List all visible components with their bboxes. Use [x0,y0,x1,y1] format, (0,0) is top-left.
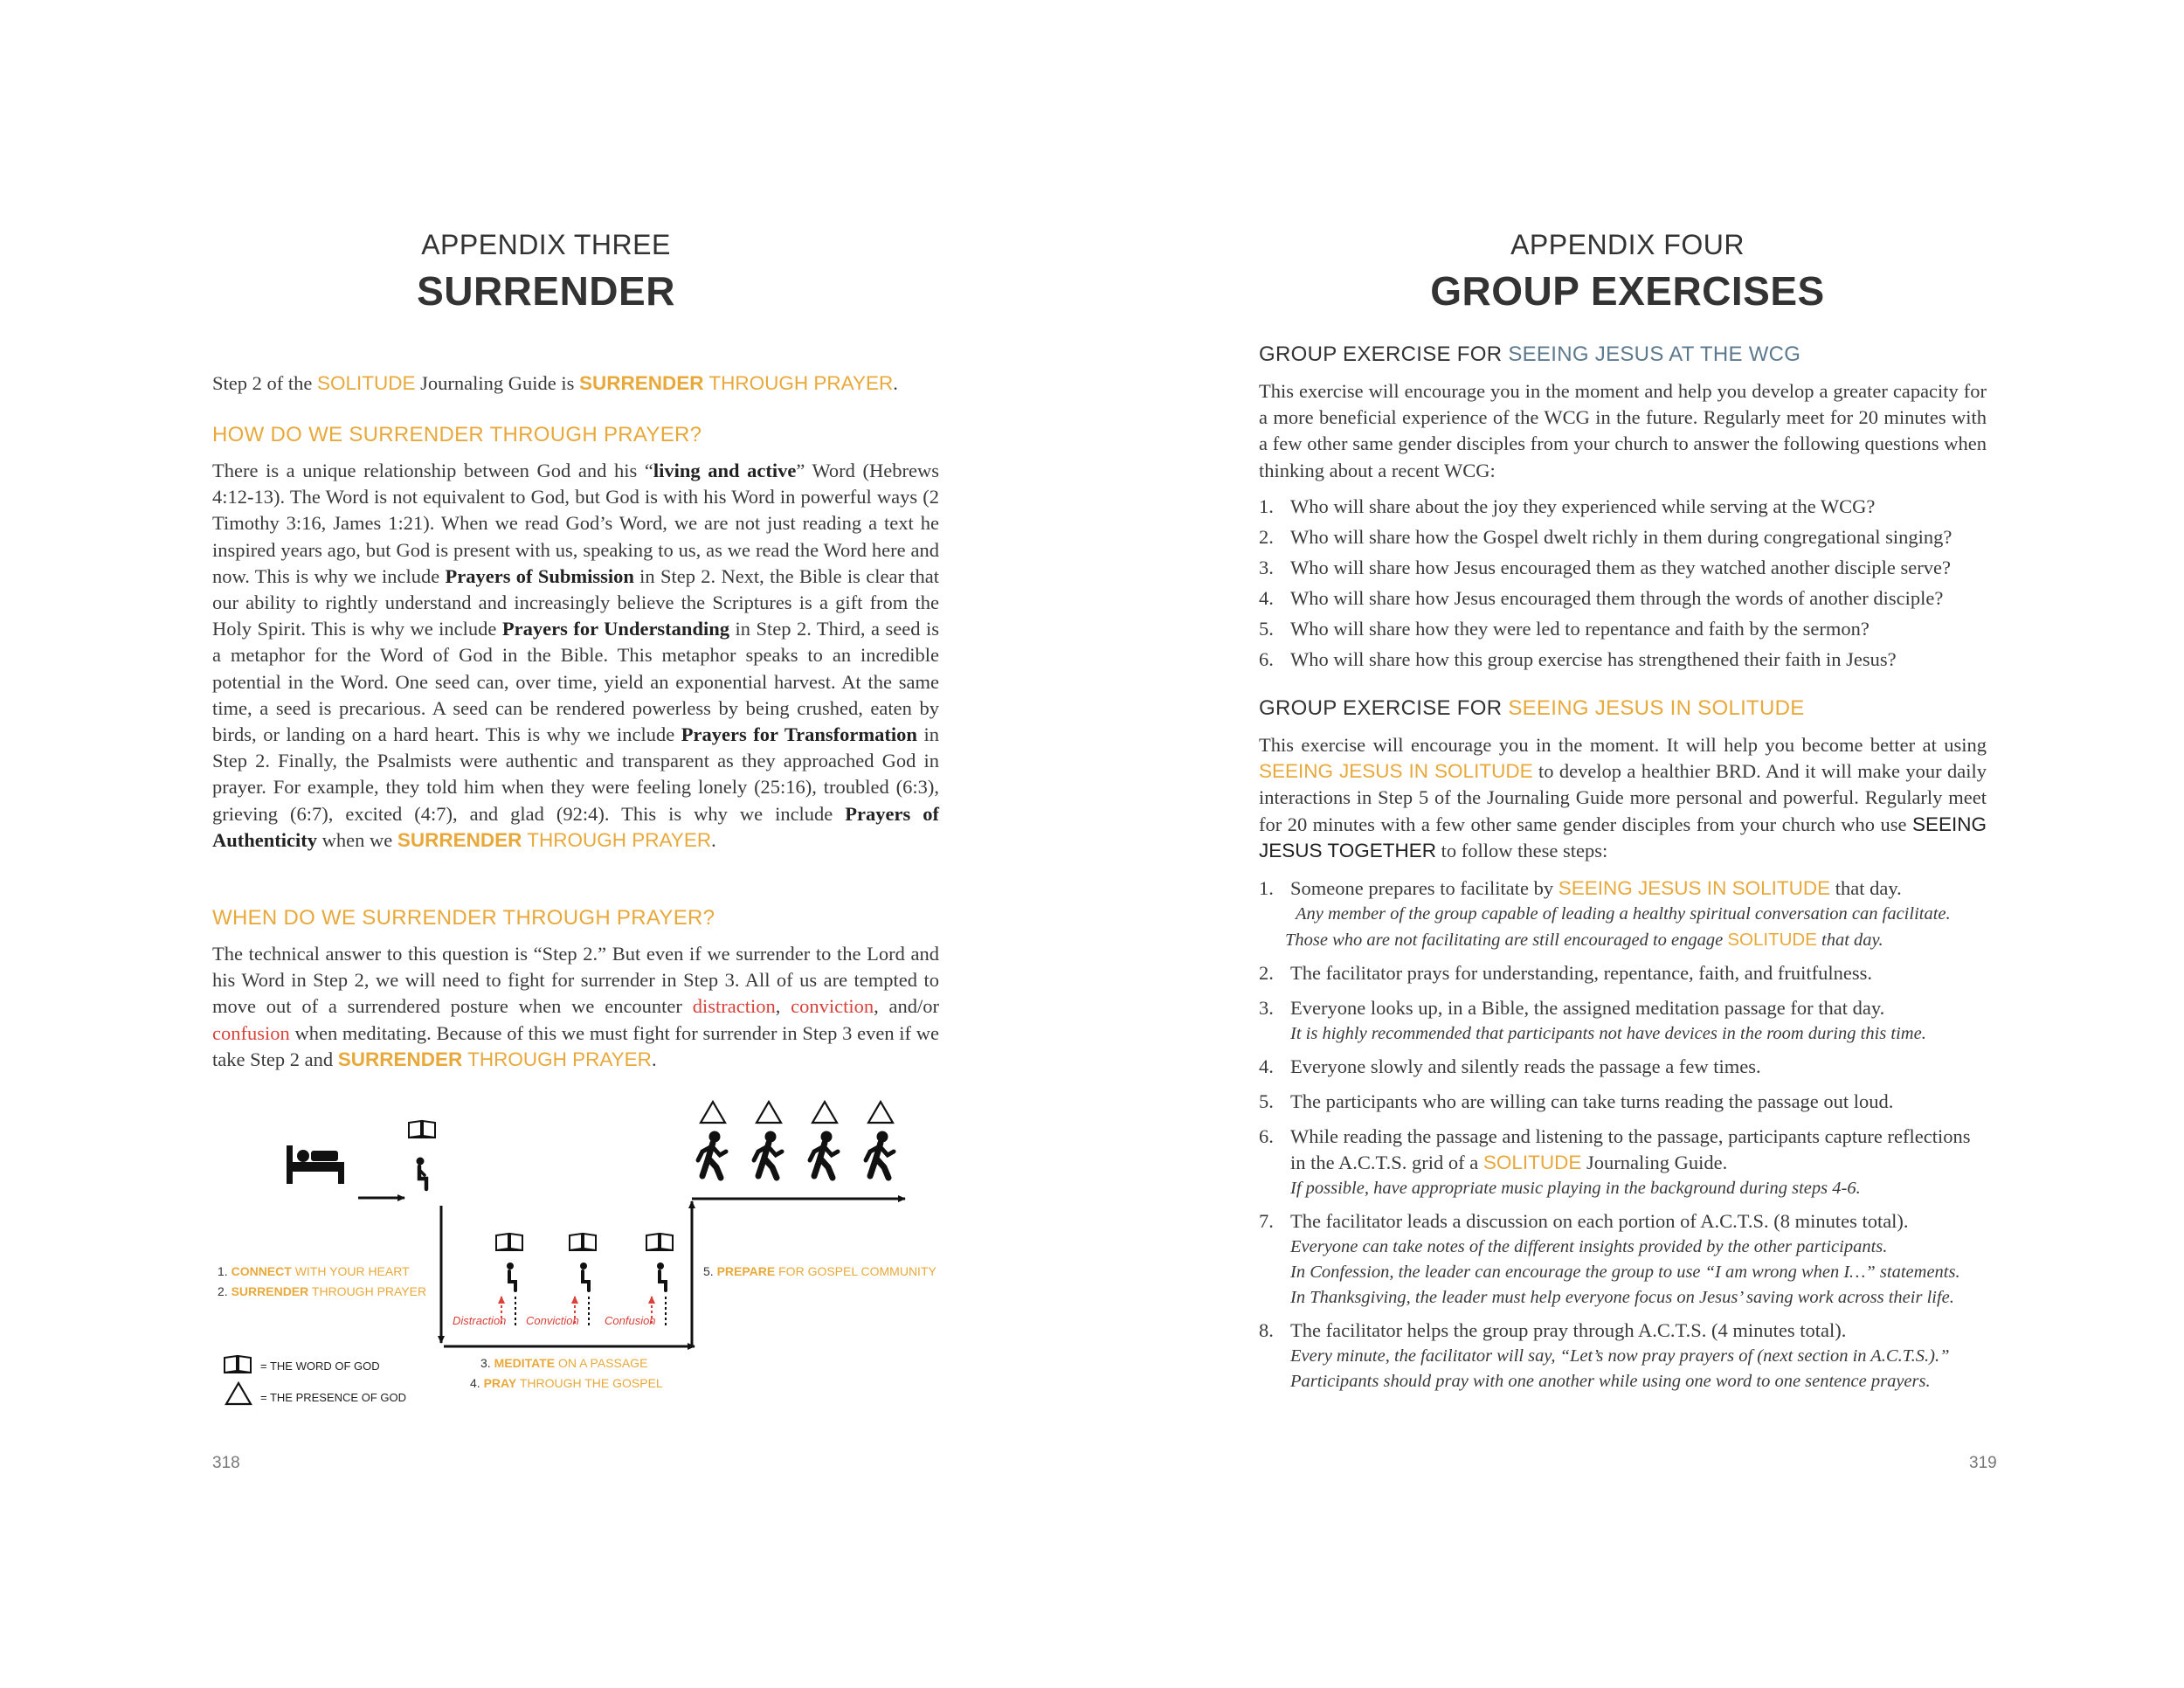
step-note: If possible, have appropriate music playing in the background during steps 4-6. [1290,1179,1861,1198]
diagram-conviction: Conviction [526,1314,579,1327]
walking-person-icon [754,1131,782,1179]
page-number: 318 [212,1454,240,1472]
appendix-label: APPENDIX THREE [421,229,671,260]
step-note: Every minute, the facilitator will say, “Let’s now pray prayers of (next section in A.C.T.S.).” [1290,1346,1950,1366]
walking-person-icon [698,1131,726,1179]
appendix-label: APPENDIX FOUR [1510,229,1745,260]
wcg-intro: This exercise will encourage you in the moment and help you develop a greater capacity for a more beneficial experience of the WCG in the future. Regularly meet for 20 minutes with a few other same gender disciples from your church to answer the following questions when thinking about a recent WCG: [1259,380,1987,481]
page-title: SURRENDER [417,268,675,314]
presence-triangle-icon [701,1102,725,1123]
section-heading-wcg: GROUP EXERCISE FOR SEEING JESUS AT THE WCG [1259,342,1801,366]
diagram-step-2: 2. SURRENDER THROUGH PRAYER [218,1284,427,1298]
diagram-distraction: Distraction [453,1314,507,1327]
page-number: 319 [1969,1454,1997,1472]
solitude-step-list [1259,875,1987,1394]
paragraph-how: There is a unique relationship between God and his “living and active” Word (Hebrews 4:12-13). The Word is not equivalent to God, but God is with his Word in powerful ways (2 Timothy 3:16, James 1:21). When we read God’s Word, we are not just reading a text he inspired years ago, but God is present with us, speaking to us, as we read the Word here and now. This is why we include Prayers of Submission in Step 2. Next, the Bible is clear that our ability to rightly understand and increasingly believe the Scriptures is a gift from the Holy Spirit. This is why we include Prayers for Understanding in Step 2. Third, a seed is a metaphor for the Word of God in the Bible. This metaphor speaks to an incredible potential in the Word. One seed can, over time, yield an exponential harvest. At the same time, a seed is precarious. A seed can be rendered powerless by being crushed, eaten by birds, or landing on a hard heart. This is why we include Prayers for Transformation in Step 2. Finally, the Psalmists were authentic and transparent as they approached God in prayer. For example, they told him when they were feeling lonely (25:16), troubled (6:3), grieving (6:7), excited (4:7), and glad (92:4). This is why we include Prayers of Authenticity when we SURRENDER THROUGH PRAYER. [212,460,939,851]
list-item: 2. The facilitator prays for understanding, repentance, faith, and fruitfulness. [1259,962,1873,984]
diagram-step-1: 1. CONNECT WITH YOUR HEART [218,1264,410,1278]
list-item: 1. Who will share about the joy they experienced while serving at the WCG? [1259,495,1876,517]
list-item: 4. Everyone slowly and silently reads the passage a few times. [1259,1055,1761,1077]
presence-triangle-icon [226,1383,251,1404]
kneeling-person-icon [580,1263,589,1290]
kneeling-person-icon [657,1263,666,1290]
presence-triangle-icon [868,1102,893,1123]
book-icon [409,1121,435,1138]
list-item: 5. The participants who are willing can take turns reading the passage out loud. [1259,1090,1894,1112]
solitude-intro: This exercise will encourage you in the moment. It will help you become better at using SEEING JESUS IN SOLITUDE to develop a healthier BRD. And it will make your daily interactions in Step 5 of the Journaling Guide more personal and powerful. Regularly meet for 20 minutes with a few other same gender disciples from your church who use SEEING JESUS TOGETHER to follow these steps: [1259,734,1987,861]
list-item: 3. Who will share how Jesus encouraged them as they watched another disciple serve? [1259,557,1951,578]
walking-person-icon [810,1131,838,1179]
section-heading-when: WHEN DO WE SURRENDER THROUGH PRAYER? [212,906,715,930]
step-note: Any member of the group capable of leading a healthy spiritual conversation can facilitate. [1296,904,1951,924]
book-icon [496,1234,522,1250]
list-item: 4. Who will share how Jesus encouraged them through the words of another disciple? [1259,587,1944,609]
section-heading-how: HOW DO WE SURRENDER THROUGH PRAYER? [212,423,702,446]
diagram-step-4: 4. PRAY THROUGH THE GOSPEL [470,1376,663,1390]
presence-triangle-icon [757,1102,781,1123]
list-item: 5. Who will share how they were led to repentance and faith by the sermon? [1259,618,1870,640]
presence-triangle-icon [812,1102,837,1123]
list-item: 8. The facilitator helps the group pray through A.C.T.S. (4 minutes total). Every minute, the facilitator will say, “Let’s now pray prayers of (next section in A.C.T.S.).” Participants should pray with one another while using one word to one sentence prayers. [1259,1318,1987,1394]
list-item: 6. While reading the passage and listening to the passage, participants capture reflections in the A.C.T.S. grid of a SOLITUDE Journaling Guide. If possible, have appropriate music playing in the background during steps 4-6. [1259,1124,1987,1201]
bed-icon [287,1145,344,1184]
diagram-confusion: Confusion [605,1314,656,1327]
list-item: 2. Who will share how the Gospel dwelt richly in them during congregational singing? [1259,526,1952,548]
legend-word: = THE WORD OF GOD [260,1359,380,1373]
book-icon [646,1234,673,1250]
list-item: 1. Someone prepares to facilitate by SEEING JESUS IN SOLITUDE that day. Any member of the group capable of leading a healthy spiritual conversation can facilitate. Those who are not facilitating are still encouraged to engage SOLITUDE that day. [1259,875,1987,953]
step-note: In Thanksgiving, the leader must help everyone focus on Jesus’ saving work across their life. [1290,1288,1954,1307]
kneeling-person-icon [507,1263,515,1290]
diagram-step-3: 3. MEDITATE ON A PASSAGE [480,1356,648,1370]
legend-presence: = THE PRESENCE OF GOD [260,1391,406,1404]
page-title: GROUP EXERCISES [1430,268,1825,314]
walking-person-icon [866,1131,894,1179]
list-item: 3. Everyone looks up, in a Bible, the assigned meditation passage for that day. It is highly recommended that participants not have devices in the room during this time. [1259,995,1987,1047]
wcg-question-list [1259,494,1987,677]
step-note: Everyone can take notes of the different insights provided by the other participants. [1290,1237,1888,1256]
paragraph-when: The technical answer to this question is “Step 2.” But even if we surrender to the Lord and his Word in Step 2, we will need to fight for surrender in Step 3. All of us are tempted to move out of a surrendered posture when we encounter distraction, conviction, and/or confusion when meditating. Because of this we must fight for surrender in Step 3 even if we take Step 2 and SURRENDER THROUGH PRAYER. [212,943,940,1070]
list-item: 6. Who will share how this group exercise has strengthened their faith in Jesus? [1259,648,1897,670]
diagram-step-5: 5. PREPARE FOR GOSPEL COMMUNITY [703,1264,936,1278]
book-icon [225,1356,251,1373]
section-heading-solitude: GROUP EXERCISE FOR SEEING JESUS IN SOLITUDE [1259,696,1805,720]
step-note: In Confession, the leader can encourage the group to use “I am wrong when I…” statements. [1290,1263,1960,1282]
step-note: Those who are not facilitating are still encouraged to engage SOLITUDE that day. [1285,930,1883,950]
kneeling-person-icon [417,1158,427,1190]
list-item: 7. The facilitator leads a discussion on each portion of A.C.T.S. (8 minutes total). Everyone can take notes of the different insights provided by the other participants. In Confession, the leader can encourage the group to use “I am wrong when I…” statements. In Thanksgiving, the leader must help everyone focus on Jesus’ saving work across their life. [1259,1208,1987,1311]
book-icon [570,1234,596,1250]
intro-paragraph: Step 2 of the SOLITUDE Journaling Guide is SURRENDER THROUGH PRAYER. [212,372,898,394]
step-note: Participants should pray with one another while using one word to one sentence prayers. [1290,1372,1931,1391]
step-note: It is highly recommended that participants not have devices in the room during this time. [1290,1024,1926,1043]
